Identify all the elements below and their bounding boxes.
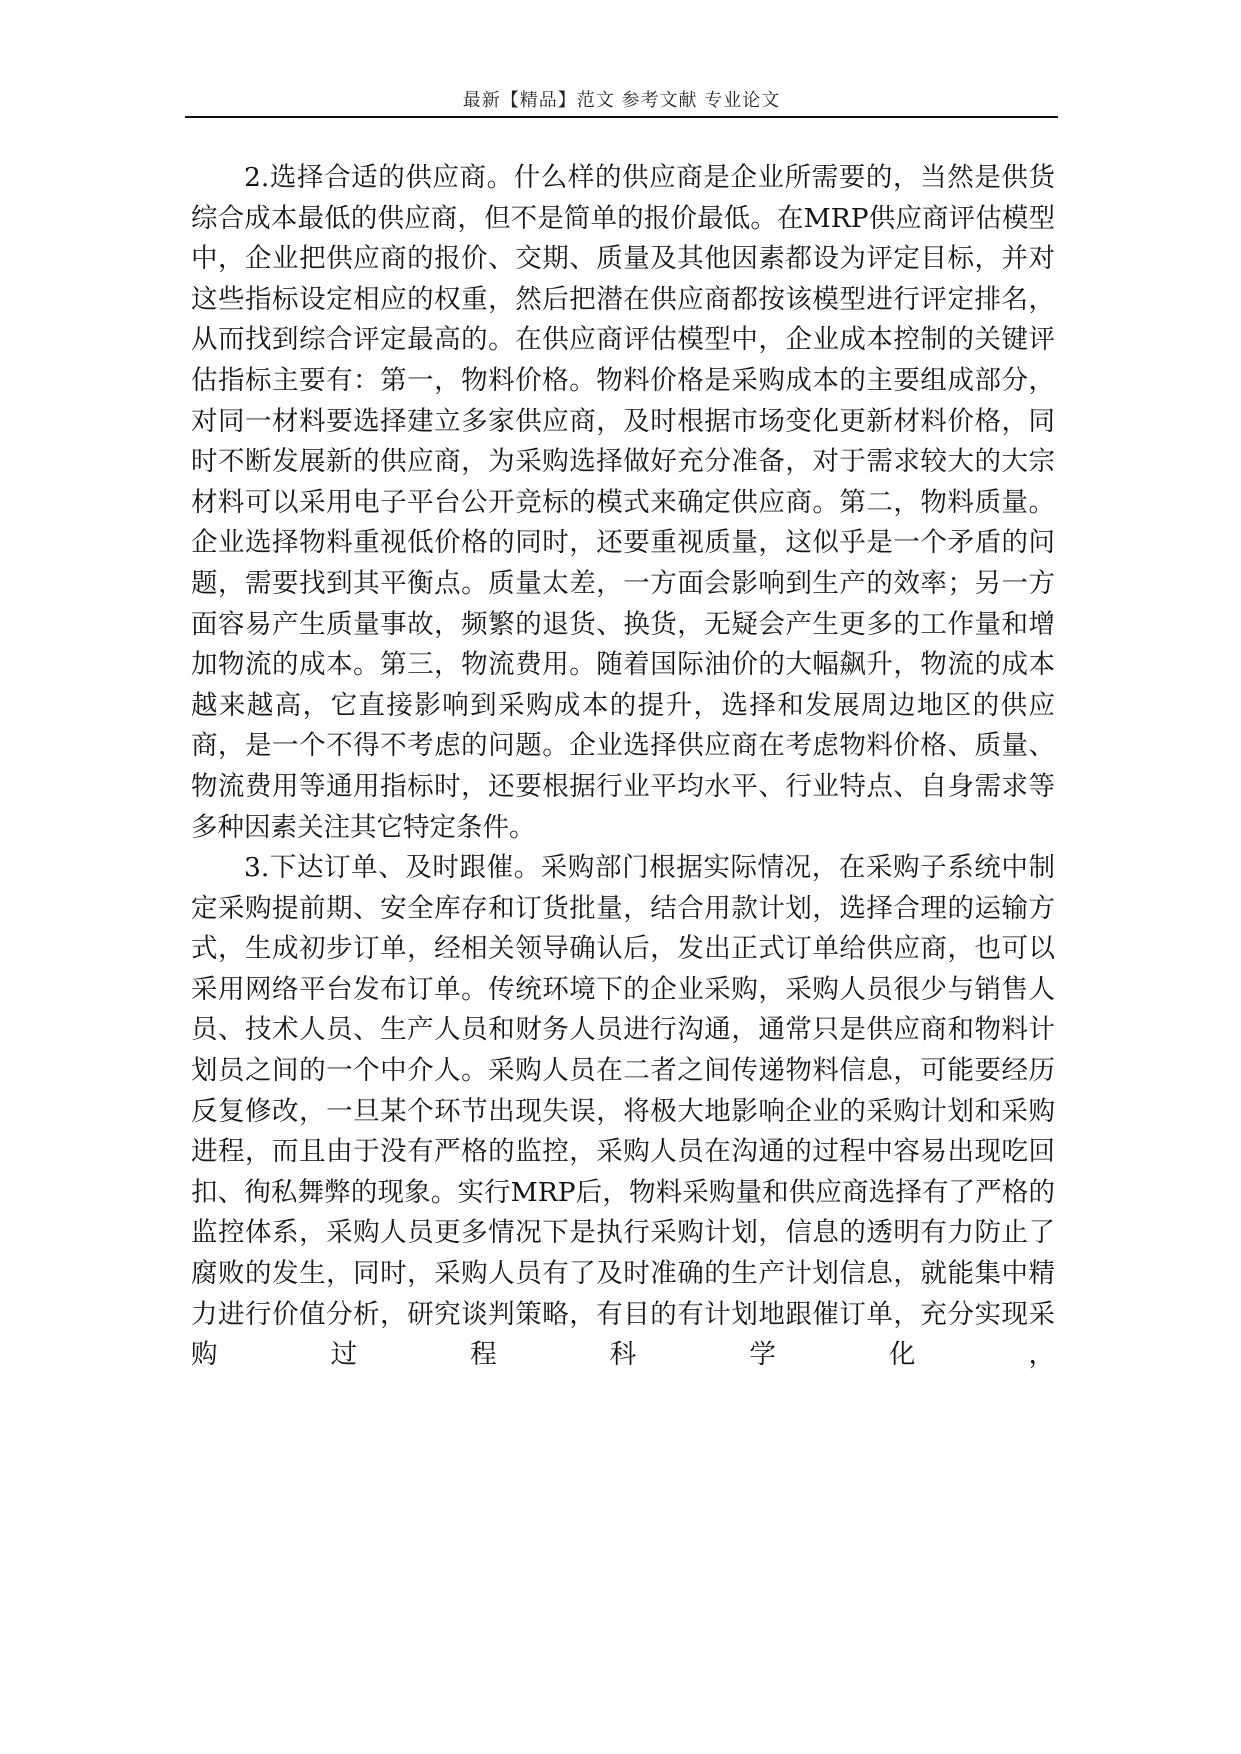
paragraph-order-followup: 3.下达订单、及时跟催。采购部门根据实际情况，在采购子系统中制定采购提前期、安全库存和订货批量，结合用款计划，选择合理的运输方式，生成初步订单，经相关领导确认后，发出正式订单给供应商，也可以采用网络平台发布订单。传统环境下的企业采购，采购人员很少与销售人员、技术人员、生产人员和财务人员进行沟通，通常只是供应商和物料计划员之间的一个中介人。采购人员在二者之间传递物料信息，可能要经历反复修改，一旦某个环节出现失误，将极大地影响企业的采购计划和采购进程，而且由于没有严格的监控，采购人员在沟通的过程中容易出现吃回扣、徇私舞弊的现象。实行MRP后，物料采购量和供应商选择有了严格的监控体系，采购人员更多情况下是执行采购计划，信息的透明有力防止了腐败的发生，同时，采购人员有了及时准确的生产计划信息，就能集中精力进行价值分析，研究谈判策略，有目的有计划地跟催订单，充分实现采购过程科学化， [191,852,1055,1371]
header-divider [185,116,1058,118]
page-header: 最新【精品】范文 参考文献 专业论文 [462,90,781,111]
document-body [191,158,1055,1376]
paragraph-supplier-selection: 2.选择合适的供应商。什么样的供应商是企业所需要的，当然是供货综合成本最低的供应商，但不是简单的报价最低。在MRP供应商评估模型中，企业把供应商的报价、交期、质量及其他因素都设为评定目标，并对这些指标设定相应的权重，然后把潜在供应商都按该模型进行评定排名，从而找到综合评定最高的。在供应商评估模型中，企业成本控制的关键评估指标主要有：第一，物料价格。物料价格是采购成本的主要组成部分，对同一材料要选择建立多家供应商，及时根据市场变化更新材料价格，同时不断发展新的供应商，为采购选择做好充分准备，对于需求较大的大宗材料可以采用电子平台公开竞标的模式来确定供应商。第二，物料质量。企业选择物料重视低价格的同时，还要重视质量，这似乎是一个矛盾的问题，需要找到其平衡点。质量太差，一方面会影响到生产的效率；另一方面容易产生质量事故，频繁的退货、换货，无疑会产生更多的工作量和增加物流的成本。第三，物流费用。随着国际油价的大幅飙升，物流的成本越来越高，它直接影响到采购成本的提升，选择和发展周边地区的供应商，是一个不得不考虑的问题。企业选择供应商在考虑物料价格、质量、物流费用等通用指标时，还要根据行业平均水平、行业特点、自身需求等多种因素关注其它特定条件。 [191,162,1055,843]
